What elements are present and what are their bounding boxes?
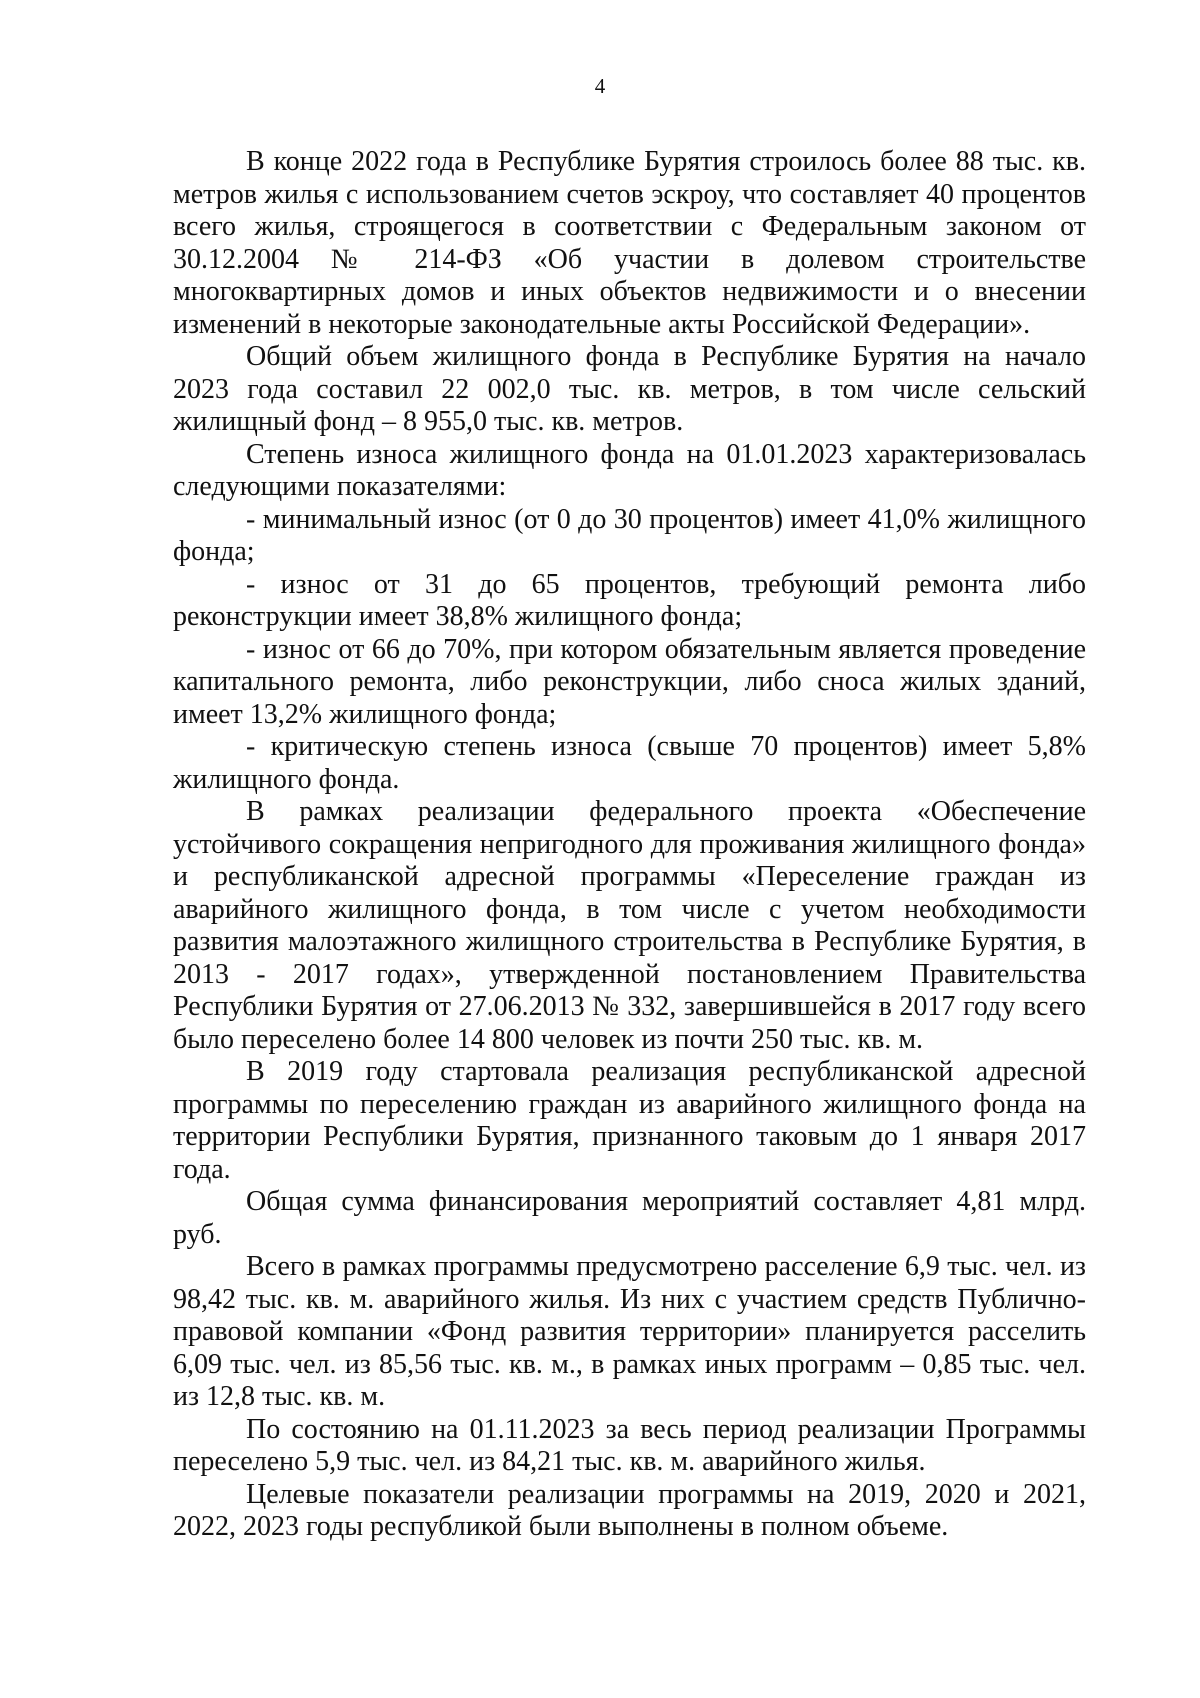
paragraph-program-2019: В 2019 году стартовала реализация республиканской адресной программы по переселению граждан из аварийного жилищного фонда на территории Республики Бурятия, признанного таковым до 1 января 2017 года. xyxy=(173,1056,1086,1185)
paragraph-funding-total: Общая сумма финансирования мероприятий составляет 4,81 млрд. руб. xyxy=(173,1186,1086,1250)
paragraph-escrow-construction: В конце 2022 года в Республике Бурятия строилось более 88 тыс. кв. метров жилья с использованием счетов эскроу, что составляет 40 процентов всего жилья, строящегося в соответствии с Федеральным законом от 30.12.2004 № 214-ФЗ «Об участии в долевом строительстве многоквартирных домов и иных объектов недвижимости и о внесении изменений в некоторые законодательные акты Российской Федерации». xyxy=(173,146,1086,340)
page-number: 4 xyxy=(594,74,606,98)
paragraph-resettlement-plan: Всего в рамках программы предусмотрено расселение 6,9 тыс. чел. из 98,42 тыс. кв. м. аварийного жилья. Из них с участием средств Публично-правовой компании «Фонд развития территории» планируется расселить 6,09 тыс. чел. из 85,56 тыс. кв. м., в рамках иных программ – 0,85 тыс. чел. из 12,8 тыс. кв. м. xyxy=(173,1251,1086,1412)
paragraph-target-indicators: Целевые показатели реализации программы на 2019, 2020 и 2021, 2022, 2023 годы республикой были выполнены в полном объеме. xyxy=(173,1478,1086,1542)
list-item-wear-31-65: - износ от 31 до 65 процентов, требующий ремонта либо реконструкции имеет 38,8% жилищного фонда; xyxy=(173,568,1086,632)
list-item-wear-66-70: - износ от 66 до 70%, при котором обязательным является проведение капитального ремонта, либо реконструкции, либо сноса жилых зданий, имеет 13,2% жилищного фонда; xyxy=(173,633,1086,730)
document-body xyxy=(173,146,1086,1544)
list-item-minimal-wear: - минимальный износ (от 0 до 30 процентов) имеет 41,0% жилищного фонда; xyxy=(173,503,1086,567)
paragraph-wear-intro: Степень износа жилищного фонда на 01.01.2023 характеризовалась следующими показателями: xyxy=(173,438,1086,502)
paragraph-housing-stock-volume: Общий объем жилищного фонда в Республике Бурятия на начало 2023 года составил 22 002,0 тыс. кв. метров, в том числе сельский жилищный фонд – 8 955,0 тыс. кв. метров. xyxy=(173,341,1086,437)
list-item-critical-wear: - критическую степень износа (свыше 70 процентов) имеет 5,8% жилищного фонда. xyxy=(173,731,1086,795)
paragraph-status-2023: По состоянию на 01.11.2023 за весь период реализации Программы переселено 5,9 тыс. чел. из 84,21 тыс. кв. м. аварийного жилья. xyxy=(173,1413,1086,1477)
paragraph-federal-project: В рамках реализации федерального проекта «Обеспечение устойчивого сокращения непригодного для проживания жилищного фонда» и республиканской адресной программы «Переселение граждан из аварийного жилищного фонда, в том числе с учетом необходимости развития малоэтажного жилищного строительства в Республике Бурятия, в 2013 - 2017 годах», утвержденной постановлением Правительства Республики Бурятия от 27.06.2013 № 332, завершившейся в 2017 году всего было переселено более 14 800 человек из почти 250 тыс. кв. м. xyxy=(173,796,1086,1055)
